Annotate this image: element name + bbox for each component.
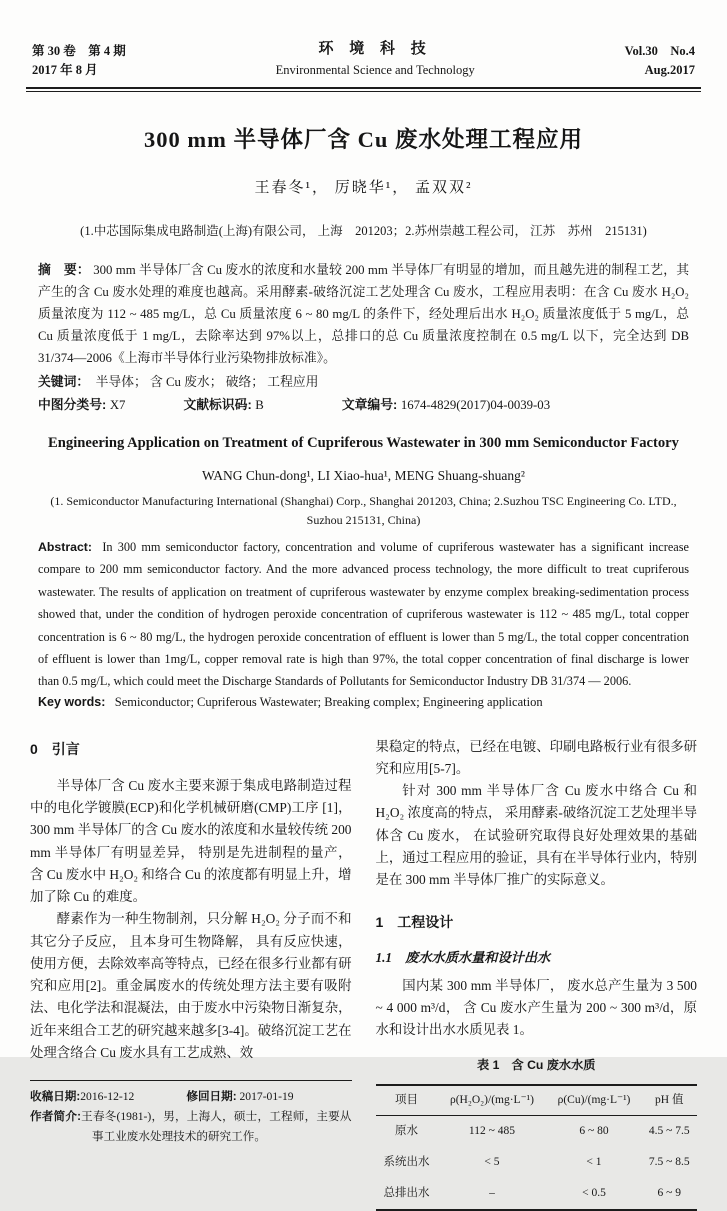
table-row <box>376 1115 698 1147</box>
left-paragraph-2: 酵素作为一种生物制剂，只分解 H₂O₂ 分子而不和其它分子反应， 且本身可生物降解， 具有反应快速，使用方便，去除效率高等特点，已经在很多行业都有研究和应用[2]。重金属废水的传统处理方法主要有吸附法、电化学法和混凝法，由于废水中污染物日渐复杂，近年来组合工艺的研究越来越多[3-4]。破络沉淀工艺在处理含络合 Cu 废水具有工艺成熟、效 <box>30 911 352 1060</box>
keywords-cn-text: 半导体； 含 Cu 废水； 破络； 工程应用 <box>95 374 319 389</box>
right-paragraph-1: 针对 300 mm 半导体厂含 Cu 废水中络合 Cu 和 H₂O₂ 浓度高的特点， 采用酵素-破络沉淀工艺处理半导体含 Cu 废水， 在试验研究取得良好处理效果的基础上，通过工程应用的验证，具有在半导体行业内，特别是在 300 mm 半导体厂推广的实际意义。 <box>375 783 697 888</box>
affiliation-en-line1: (1. Semiconductor Manufacturing International (Shanghai) Corp., Shanghai 201203, China; 2.Suzhou TSC Engineering Co. LTD., <box>50 493 677 508</box>
author-bio-label: 作者简介: <box>30 1109 81 1123</box>
article-id-value: 1674-4829(2017)04-0039-03 <box>400 397 551 412</box>
affiliation-en <box>26 492 701 530</box>
table-cell: < 5 <box>484 1155 500 1168</box>
revised-date-label: 修回日期: <box>186 1090 237 1104</box>
revised-date <box>186 1087 293 1107</box>
journal-masthead <box>26 38 701 87</box>
keywords-cn-label: 关键词： <box>38 373 83 389</box>
table-header-cu: ρ(Cu)/(mg·L⁻¹) <box>546 1085 641 1116</box>
table-header-row <box>376 1085 698 1116</box>
affiliation-en-line2: Suzhou 215131, China) <box>306 512 421 527</box>
revised-date-value: 2017-01-19 <box>236 1090 294 1104</box>
journal-name-en: Environmental Science and Technology <box>275 63 475 78</box>
table-cell: < 1 <box>586 1155 602 1168</box>
abstract-en-text: In 300 mm semiconductor factory, concentration and volume of cupriferous wastewater has a significant increase compare to 200 mm semiconductor factory. And the more advanced process technology, the more difficult to treat cupriferous wastewater. The results of application on treatment of cupriferous wastewater by enzyme complex breaking-sedimentation process showed that, under the condition of hydrogen peroxide concentration of cupriferous wastewater is 112 ~ 485 mg/L, total copper concentration is 6 ~ 80 mg/L, the hydrogen peroxide concentration of effluent is lower than 5 mg/L, the total copper concentration of effluent is lower than 1mg/L, copper removal rate is high than 97%, the total copper concentration of final discharge is lower than 0.5 mg/L, which could meet the Discharge Standards of Pollutants for Semiconductor Industry DB 31/374 — 2006. <box>38 540 689 689</box>
table-cell: 6 ~ 80 <box>579 1124 609 1137</box>
vol-no-line: Vol.30 No.4 <box>624 43 695 58</box>
abstract-en-label: Abstract: <box>38 540 92 554</box>
doc-code-value: B <box>255 397 264 412</box>
clc-label: 中图分类号: <box>38 396 110 412</box>
journal-name-cn: 环 境 科 技 <box>318 41 432 57</box>
abstract-cn-text: 300 mm 半导体厂含 Cu 废水的浓度和水量较 200 mm 半导体厂有明显的增加，而且越先进的制程工艺，其产生的含 Cu 废水处理的难度也越高。采用酵素-破络沉淀工艺处理含 Cu 废水，工程应用表明：在含 Cu 废水 H₂O₂ 质量浓度为 112 ~ 485 mg/L，总 Cu 质量浓度 6 ~ 80 mg/L 的条件下，经处理后出水 H₂O₂ 质量浓度低于 5 mg/L，总 Cu 质量浓度低于 1 mg/L，去除率达到 97%以上，总排口的总 Cu 质量浓度控制在 0.5 mg/L 以下，完全达到 DB 31/374—2006《上海市半导体行业污染物排放标准》。 <box>38 262 689 365</box>
table-1-head <box>376 1085 698 1116</box>
masthead-divider-rule <box>26 87 701 92</box>
doc-code-segment <box>183 394 263 413</box>
abstract-cn-label: 摘 要： <box>38 261 90 277</box>
clc-segment <box>38 394 125 413</box>
table-row <box>376 1178 698 1210</box>
abstract-en <box>38 536 689 693</box>
body-columns <box>26 736 701 1211</box>
right-paragraph-2: 国内某 300 mm 半导体厂， 废水总产生量为 3 500 ~ 4 000 m³/d， 含 Cu 废水产生量为 200 ~ 300 m³/d，原水和设计出水水质见表 1。 <box>375 977 697 1038</box>
right-column <box>376 736 698 1211</box>
table-cell: 4.5 ~ 7.5 <box>648 1124 690 1137</box>
table-row <box>376 1147 698 1178</box>
classification-line <box>38 394 689 413</box>
table-cell: 7.5 ~ 8.5 <box>648 1155 690 1168</box>
masthead-issue <box>32 42 126 81</box>
table-cell: 系统出水 <box>383 1155 430 1168</box>
clc-value: X7 <box>109 397 126 412</box>
affiliation-cn: (1.中芯国际集成电路制造(上海)有限公司， 上海 201203；2.苏州崇越工程公司， 江苏 苏州 215131) <box>80 223 647 238</box>
table-cell: – <box>489 1186 495 1199</box>
right-continuation-paragraph: 果稳定的特点，已经在电镀、印刷电路板行业有很多研究和应用[5-7]。 <box>375 738 697 776</box>
author-bio-text: 王春冬(1981-)，男，上海人，硕士，工程师，主要从事工业废水处理技术的研究工作。 <box>80 1109 352 1143</box>
authors-cn: 王春冬¹， 厉晓华¹， 孟双双² <box>254 179 473 196</box>
table-cell: 112 ~ 485 <box>468 1124 515 1137</box>
table-header-item: 项目 <box>376 1085 438 1116</box>
section-1-1-heading: 1.1 废水水质水量和设计出水 <box>375 949 551 965</box>
abstract-cn <box>38 259 689 369</box>
table-header-h2o2: ρ(H₂O₂)/(mg·L⁻¹) <box>437 1085 546 1116</box>
section-0-heading: 0 引言 <box>30 740 80 757</box>
keywords-en-label: Key words: <box>38 694 106 709</box>
keywords-en-text: Semiconductor; Cupriferous Wastewater; Breaking complex; Engineering application <box>114 694 543 709</box>
table-cell: 原水 <box>394 1124 418 1137</box>
article-id-label: 文章编号: <box>341 396 401 412</box>
left-column <box>30 736 352 1211</box>
authors-en: WANG Chun-dong¹, LI Xiao-hua¹, MENG Shuang-shuang² <box>202 467 525 483</box>
article-title-en: Engineering Application on Treatment of Cupriferous Wastewater in 300 mm Semiconductor Factory <box>48 434 679 451</box>
left-paragraph-1: 半导体厂含 Cu 废水主要来源于集成电路制造过程中的电化学镀膜(ECP)和化学机械研磨(CMP)工序 [1]，300 mm 半导体厂的含 Cu 废水的浓度和水量较传统 200 mm 半导体厂有明显差异， 特别是先进制程的量产， 含 Cu 废水中 H₂O₂ 和络合 Cu 的浓度都有明显上升，增加了除 Cu 的难度。 <box>30 777 352 905</box>
doc-code-label: 文献标识码: <box>183 396 256 412</box>
table-cell: 总排出水 <box>383 1186 430 1199</box>
section-1-heading: 1 工程设计 <box>375 914 454 931</box>
table-1-caption: 表 1 含 Cu 废水水质 <box>477 1058 596 1073</box>
keywords-en <box>38 695 689 710</box>
received-date-value: 2016-12-12 <box>80 1090 135 1104</box>
issue-date-line: 2017 年 8 月 <box>32 63 98 78</box>
table-1 <box>376 1084 698 1211</box>
masthead-journal-name <box>276 38 475 81</box>
article-title-cn: 300 mm 半导体厂含 Cu 废水处理工程应用 <box>144 126 583 152</box>
issue-volume-line: 第 30 卷 第 4 期 <box>32 43 126 58</box>
author-bio <box>30 1107 352 1146</box>
footnote-block <box>30 1080 352 1146</box>
masthead-vol <box>625 42 695 81</box>
received-date <box>30 1087 134 1107</box>
table-1-body <box>376 1115 698 1210</box>
vol-date-line: Aug.2017 <box>644 63 695 78</box>
footnote-dates <box>30 1087 352 1107</box>
keywords-cn <box>38 371 689 390</box>
table-cell: < 0.5 <box>582 1186 606 1199</box>
article-id-segment <box>342 394 550 413</box>
table-cell: 6 ~ 9 <box>657 1186 682 1199</box>
table-header-ph: pH 值 <box>642 1085 697 1116</box>
received-date-label: 收稿日期: <box>30 1090 81 1104</box>
